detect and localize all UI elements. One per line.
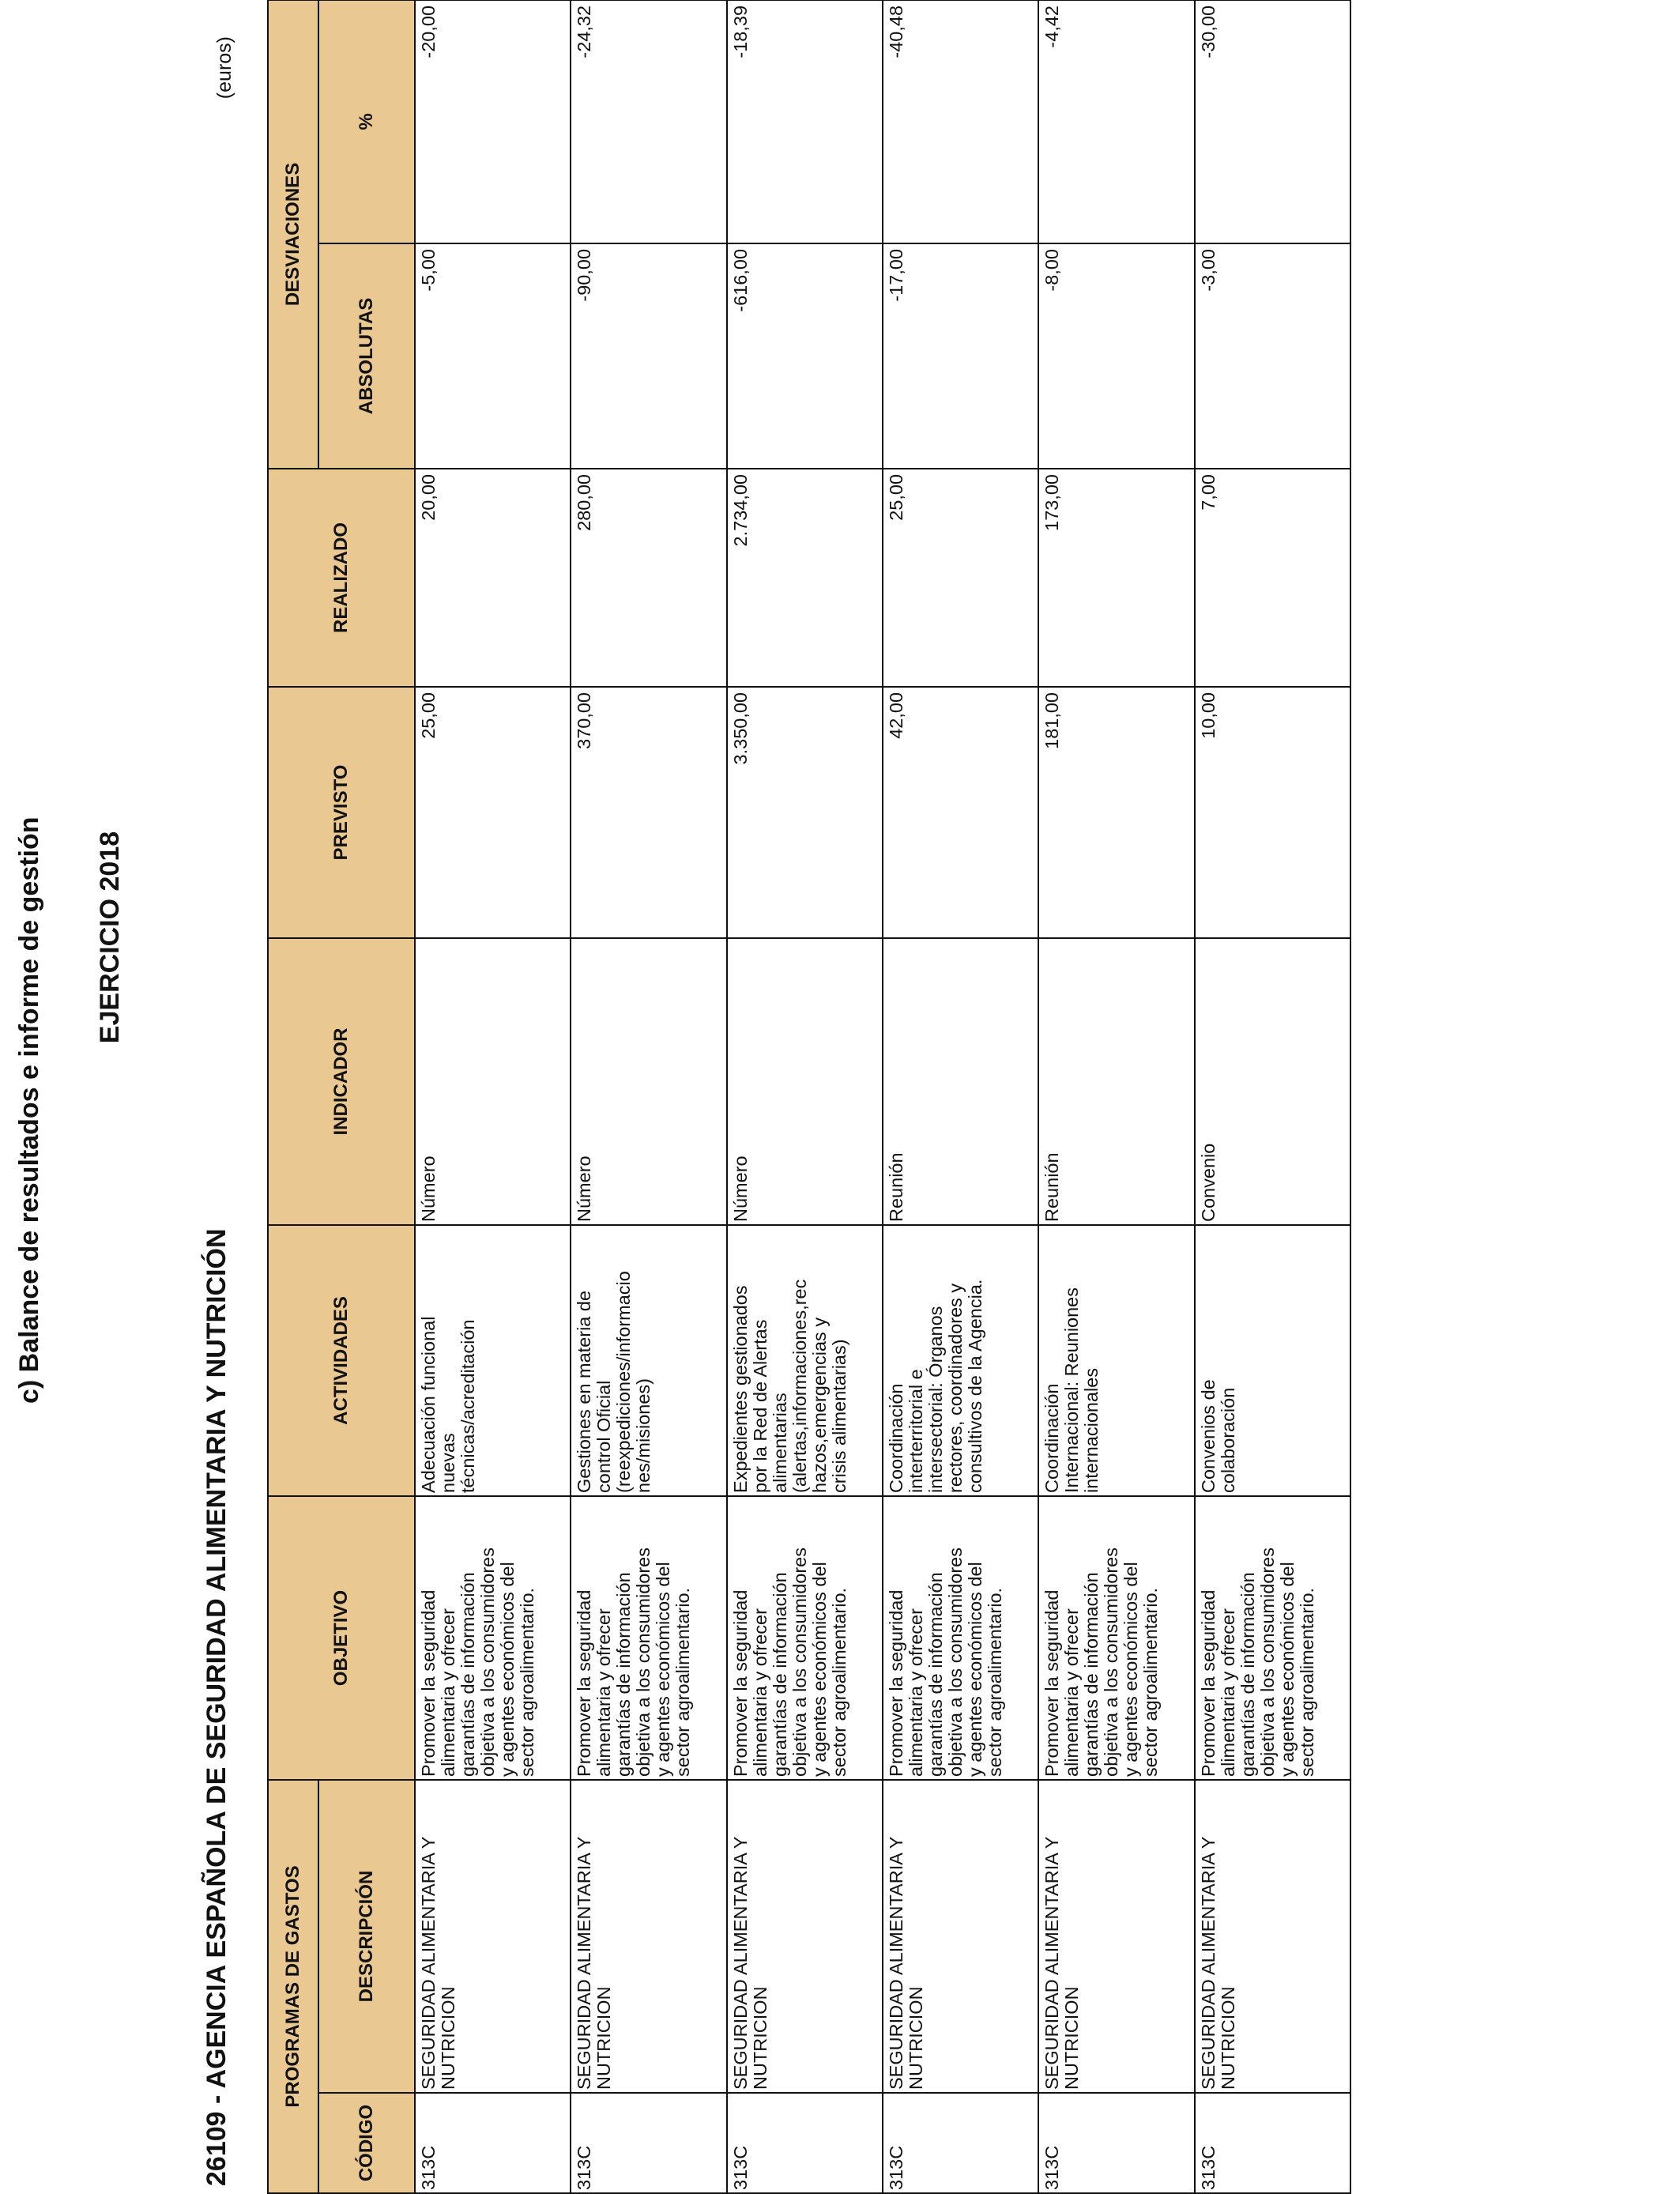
cell-codigo: 313C [574,2145,595,2190]
table-row [1195,0,1350,2193]
cell-objetivo: Promover la seguridad alimentaria y ofrecer garantías de información objetiva a los consumidores y agentes económicos del sector agroalimentario. [729,1547,849,1777]
cell-previsto: 25,00 [418,692,439,739]
table-row [727,0,883,2193]
header-previsto: PREVISTO [268,687,415,938]
report-title: c) Balance de resultados e informe de gestión [14,816,44,1404]
header-absolutas: ABSOLUTAS [318,243,415,469]
header-actividades: ACTIVIDADES [268,1225,415,1496]
cell-absolutas: -90,00 [574,248,595,302]
cell-realizado: 7,00 [1197,473,1219,511]
cell-previsto: 3.350,00 [729,692,751,765]
cell-codigo: 313C [729,2145,751,2190]
programas-group-header: PROGRAMAS DE GASTOS [268,1780,318,2193]
header-realizado: REALIZADO [268,469,415,687]
cell-absolutas: -5,00 [418,248,439,292]
cell-absolutas: -8,00 [1042,248,1063,292]
cell-descripcion: SEGURIDAD ALIMENTARIA Y NUTRICION [418,1836,458,2090]
cell-absolutas: -616,00 [729,248,751,312]
cell-actividades: Adecuación funcional nuevas técnicas/acreditación [418,1316,478,1493]
cell-previsto: 42,00 [885,692,906,739]
cell-codigo: 313C [1042,2145,1063,2190]
cell-previsto: 181,00 [1042,692,1063,749]
cell-realizado: 173,00 [1042,473,1063,531]
desviaciones-group-header: DESVIACIONES [268,0,318,469]
cell-realizado: 20,00 [418,473,439,521]
cell-absolutas: -3,00 [1197,248,1219,292]
cell-indicador: Convenio [1197,1143,1219,1222]
cell-objetivo: Promover la seguridad alimentaria y ofrecer garantías de información objetiva a los consumidores y agentes económicos del sector agroalimentario. [1197,1547,1317,1777]
cell-indicador: Reunión [885,1152,906,1222]
cell-objetivo: Promover la seguridad alimentaria y ofrecer garantías de información objetiva a los consumidores y agentes económicos del sector agroalimentario. [418,1547,537,1777]
cell-actividades: Coordinación interterritorial e intersectorial: Órganos rectores, coordinadores y consultivos de la Agencia. [885,1279,985,1493]
cell-codigo: 313C [1197,2145,1219,2190]
entity-heading: 26109 - AGENCIA ESPAÑOLA DE SEGURIDAD ALIMENTARIA Y NUTRICIÓN [202,1228,232,2186]
table-row [883,0,1038,2193]
header-descripcion: DESCRIPCIÓN [318,1780,415,2093]
cell-indicador: Número [729,1155,751,1222]
cell-previsto: 370,00 [574,692,595,749]
cell-realizado: 2.734,00 [729,473,751,547]
cell-objetivo: Promover la seguridad alimentaria y ofrecer garantías de información objetiva a los consumidores y agentes económicos del sector agroalimentario. [574,1547,694,1777]
cell-porcentaje: -20,00 [418,5,439,58]
table-row [571,0,726,2193]
cell-previsto: 10,00 [1197,692,1219,739]
cell-indicador: Número [418,1155,439,1222]
cell-codigo: 313C [418,2145,439,2190]
header-objetivo: OBJETIVO [268,1496,415,1780]
header-codigo: CÓDIGO [318,2093,415,2193]
cell-porcentaje: -30,00 [1197,5,1219,58]
cell-descripcion: SEGURIDAD ALIMENTARIA Y NUTRICION [574,1836,615,2090]
cell-objetivo: Promover la seguridad alimentaria y ofrecer garantías de información objetiva a los consumidores y agentes económicos del sector agroalimentario. [885,1547,1005,1777]
table-body [415,0,1350,2193]
header-porcentaje: % [318,0,415,243]
table-row [1038,0,1194,2193]
cell-actividades: Expedientes gestionados por la Red de Alertas alimentarias (alertas,informaciones,rec hazos,emergencias y crisis alimentarias) [729,1279,849,1493]
cell-indicador: Reunión [1042,1152,1063,1222]
cell-porcentaje: -24,32 [574,5,595,58]
cell-descripcion: SEGURIDAD ALIMENTARIA Y NUTRICION [1197,1836,1238,2090]
group-header-row [268,0,318,2193]
currency-units: (euros) [213,36,235,100]
cell-indicador: Número [574,1155,595,1222]
cell-descripcion: SEGURIDAD ALIMENTARIA Y NUTRICION [729,1836,770,2090]
cell-actividades: Gestiones en materia de control Oficial (reexpediciones/informacio nes/misiones) [574,1271,654,1493]
cell-absolutas: -17,00 [885,248,906,302]
cell-porcentaje: -18,39 [729,5,751,58]
table-row [415,0,571,2193]
cell-porcentaje: -40,48 [885,5,906,58]
cell-descripcion: SEGURIDAD ALIMENTARIA Y NUTRICION [1042,1836,1083,2090]
cell-porcentaje: -4,42 [1042,5,1063,48]
cell-descripcion: SEGURIDAD ALIMENTARIA Y NUTRICION [885,1836,926,2090]
cell-realizado: 25,00 [885,473,906,521]
cell-codigo: 313C [885,2145,906,2190]
fiscal-year-title: EJERCICIO 2018 [95,831,125,1044]
cell-objetivo: Promover la seguridad alimentaria y ofrecer garantías de información objetiva a los consumidores y agentes económicos del sector agroalimentario. [1042,1547,1162,1777]
results-table [267,0,1351,2194]
cell-actividades: Coordinación Internacional: Reuniones internacionales [1042,1287,1102,1493]
header-indicador: INDICADOR [268,938,415,1225]
cell-realizado: 280,00 [574,473,595,531]
cell-actividades: Convenios de colaboración [1197,1379,1238,1493]
